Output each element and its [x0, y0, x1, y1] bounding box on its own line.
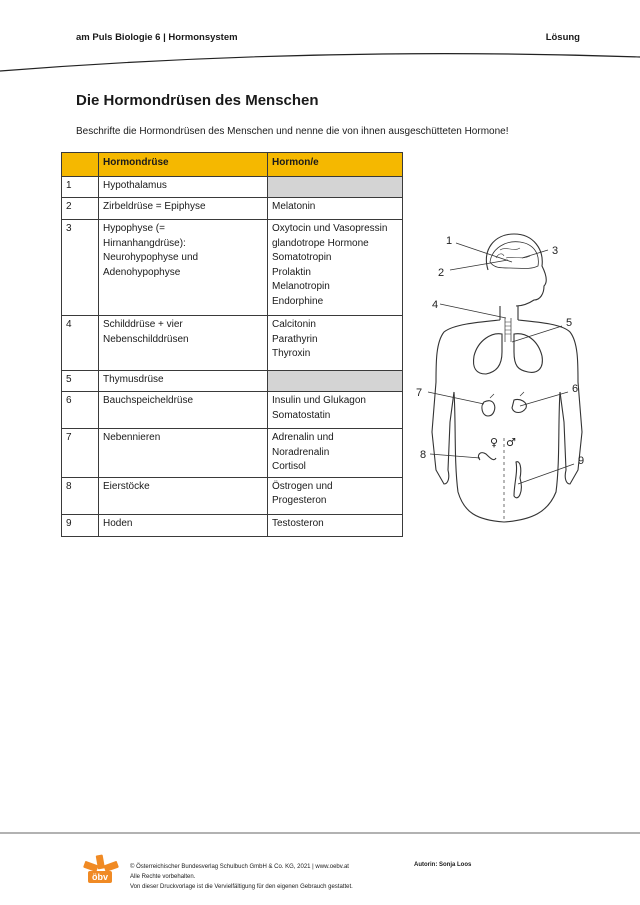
- hormone-gland-table: [61, 152, 403, 537]
- row-number: 7: [62, 429, 99, 478]
- header-title: am Puls Biologie 6 | Hormonsystem: [76, 32, 238, 43]
- gland-line: Bauchspeicheldrüse: [103, 395, 194, 406]
- figure-label-7: 7: [416, 387, 423, 399]
- row-number: 2: [62, 198, 99, 220]
- hormone-line: Progesteron: [272, 495, 327, 506]
- row-number: 5: [62, 371, 99, 392]
- row-number: 8: [62, 477, 99, 514]
- page-title: Die Hormondrüsen des Menschen: [76, 92, 319, 109]
- gland-line: Zirbeldrüse = Epiphyse: [103, 201, 206, 212]
- table-header-row: [62, 153, 403, 177]
- figure-label-4: 4: [432, 299, 439, 311]
- figure-label-5: 5: [566, 317, 573, 329]
- table-row: [62, 429, 403, 478]
- footer-line: © Österreichischer Bundesverlag Schulbuch GmbH & Co. KG, 2021 | www.oebv.at: [130, 864, 349, 870]
- hormone-line: Testosteron: [272, 517, 324, 529]
- table-row: [62, 177, 403, 198]
- hormone-cell: [268, 477, 403, 514]
- gland-cell: [99, 198, 268, 220]
- hormone-line: Calcitonin: [272, 319, 316, 330]
- row-number: 1: [62, 177, 99, 198]
- column-header-gland: Hormondrüse: [99, 153, 268, 177]
- row-number: 3: [62, 220, 99, 316]
- footer-line: Von dieser Druckvorlage ist die Vervielfältigung für den eigenen Gebrauch gestattet.: [130, 884, 353, 890]
- gland-line: Hirnanhangdrüse):: [103, 237, 186, 249]
- hormone-line: Cortisol: [272, 461, 306, 472]
- instruction-text: Beschrifte die Hormondrüsen des Menschen und nenne die von ihnen ausgeschütteten Hormone!: [76, 126, 509, 137]
- table-row: [62, 371, 403, 392]
- gland-cell: [99, 220, 268, 316]
- hormone-line: Insulin und Glukagon: [272, 395, 366, 406]
- oebv-logo: [78, 853, 122, 893]
- hormone-line: Östrogen und: [272, 480, 333, 492]
- hormone-line: Melanotropin: [272, 281, 330, 292]
- hormone-line: Prolaktin: [272, 266, 311, 278]
- table-row: [62, 514, 403, 536]
- hormone-line: Melatonin: [272, 201, 316, 212]
- column-header-hormones: Hormon/e: [268, 153, 403, 177]
- hormone-line: Oxytocin und Vasopressin: [272, 223, 388, 234]
- gland-cell: [99, 177, 268, 198]
- footer-author: Autorin: Sonja Loos: [414, 862, 472, 868]
- table-row: [62, 198, 403, 220]
- hormone-cell: [268, 220, 403, 316]
- gland-line: Schilddrüse + vier: [103, 319, 183, 330]
- gland-cell: [99, 392, 268, 429]
- hormone-cell: [268, 198, 403, 220]
- figure-label-8: 8: [420, 449, 427, 461]
- table-row: [62, 316, 403, 371]
- logo-text: öbv: [91, 872, 109, 882]
- figure-label-1: 1: [446, 235, 453, 247]
- hormone-line: Somatotropin: [272, 252, 332, 263]
- hormone-cell: [268, 514, 403, 536]
- gland-line: Thymusdrüse: [103, 374, 164, 385]
- gland-cell: [99, 514, 268, 536]
- gland-line: Hypophyse (=: [103, 223, 165, 234]
- hormone-cell: [268, 316, 403, 371]
- male-symbol: ♂: [506, 436, 516, 449]
- table-row: [62, 477, 403, 514]
- hormone-line: Adrenalin und: [272, 432, 334, 443]
- footer-line: Alle Rechte vorbehalten.: [130, 874, 196, 880]
- gland-line: Eierstöcke: [103, 480, 150, 492]
- gland-line: Hypothalamus: [103, 180, 167, 191]
- gland-line: Neurohypophyse und: [103, 252, 199, 263]
- figure-label-3: 3: [552, 245, 559, 257]
- hormone-line: Thyroxin: [272, 348, 311, 359]
- figure-label-2: 2: [438, 267, 445, 279]
- hormone-line: Endorphine: [272, 295, 324, 307]
- gland-cell: [99, 371, 268, 392]
- header-divider: [0, 50, 640, 74]
- gland-line: Hoden: [103, 517, 133, 529]
- row-number: 9: [62, 514, 99, 536]
- footer-divider: [0, 832, 640, 836]
- gland-cell: [99, 316, 268, 371]
- row-number: 6: [62, 392, 99, 429]
- header-solution-label: Lösung: [545, 32, 580, 43]
- gland-cell: [99, 477, 268, 514]
- leader-lines: [428, 243, 574, 484]
- gland-line: Nebennieren: [103, 432, 161, 443]
- hormone-cell: [268, 392, 403, 429]
- hormone-cell-empty: [268, 371, 403, 392]
- human-body-figure: [410, 222, 590, 542]
- hormone-cell-empty: [268, 177, 403, 198]
- hormone-line: glandotrope Hormone: [272, 237, 369, 249]
- figure-label-6: 6: [572, 383, 579, 395]
- hormone-cell: [268, 429, 403, 478]
- hormone-line: Somatostatin: [272, 409, 331, 421]
- figure-label-9: 9: [578, 455, 585, 467]
- table-row: [62, 392, 403, 429]
- female-symbol: ♀: [490, 436, 499, 449]
- gland-cell: [99, 429, 268, 478]
- table-row: [62, 220, 403, 316]
- gland-line: Adenohypophyse: [103, 266, 181, 278]
- hormone-line: Noradrenalin: [272, 446, 330, 458]
- gland-line: Nebenschilddrüsen: [103, 333, 189, 345]
- hormone-line: Parathyrin: [272, 333, 318, 345]
- row-number: 4: [62, 316, 99, 371]
- body-outline: [432, 234, 585, 522]
- column-header-number: [62, 153, 99, 177]
- footer-copyright: [130, 862, 353, 892]
